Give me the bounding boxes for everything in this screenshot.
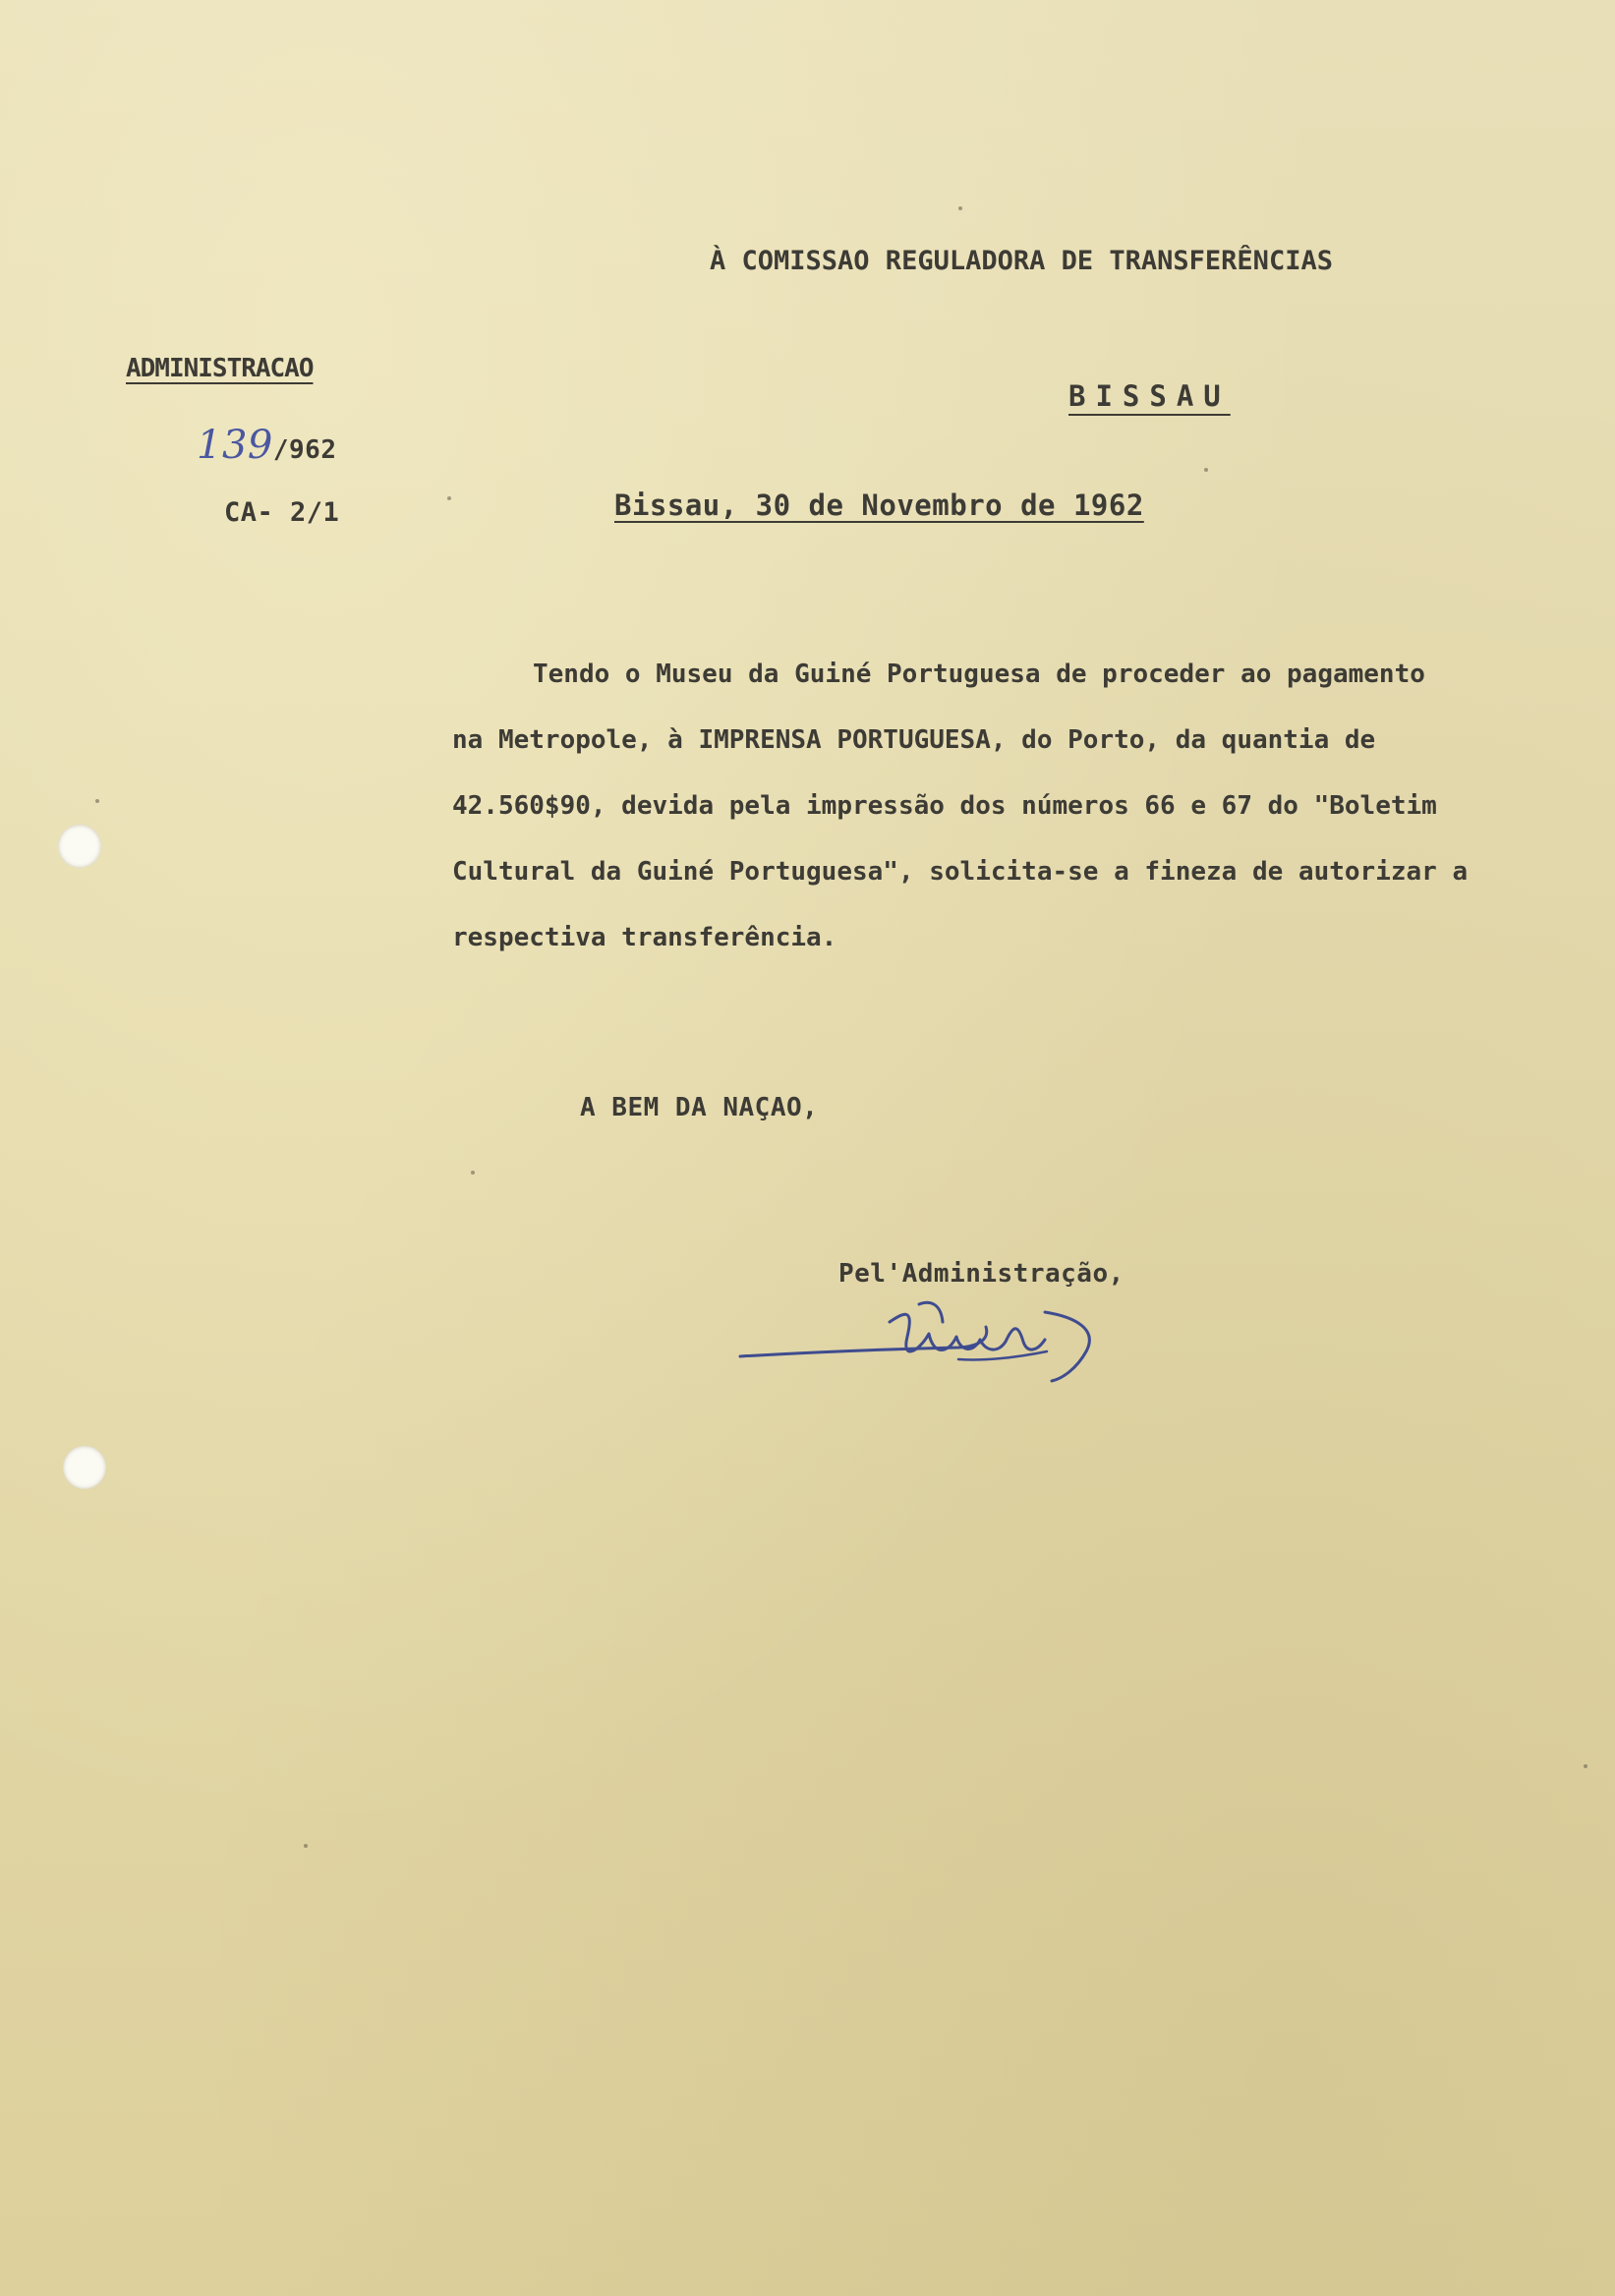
body-line: Tendo o Museu da Guiné Portuguesa de proceder ao pagamento xyxy=(533,660,1425,689)
paper-speck xyxy=(1584,1764,1587,1768)
paper-speck xyxy=(1204,468,1208,472)
paper-speck xyxy=(958,206,962,210)
paper-speck xyxy=(447,496,451,500)
reference-handwritten-number: 139 xyxy=(197,423,273,468)
recipient-line: À COMISSAO REGULADORA DE TRANSFERÊNCIAS xyxy=(710,246,1333,276)
punch-hole xyxy=(58,825,101,868)
reference-year: /962 xyxy=(272,435,337,465)
letter-date: Bissau, 30 de Novembro de 1962 xyxy=(614,488,1144,522)
paper-speck xyxy=(471,1171,475,1175)
body-line: Cultural da Guiné Portuguesa", solicita-se a fineza de autorizar a xyxy=(452,857,1469,887)
closing-salutation: A BEM DA NAÇAO, xyxy=(580,1093,819,1122)
department-heading: ADMINISTRACAO xyxy=(126,354,314,383)
handwritten-signature xyxy=(732,1283,1145,1391)
city-heading: BISSAU xyxy=(1068,379,1231,413)
reference-code: CA- 2/1 xyxy=(224,497,340,528)
body-line: 42.560$90, devida pela impressão dos números 66 e 67 do "Boletim xyxy=(452,791,1437,821)
signoff-line: Pel'Administração, xyxy=(838,1259,1125,1289)
paper-speck xyxy=(95,799,99,803)
body-line: respectiva transferência. xyxy=(452,923,837,952)
reference-number xyxy=(197,423,336,468)
punch-hole xyxy=(63,1446,106,1489)
body-line: na Metropole, à IMPRENSA PORTUGUESA, do Porto, da quantia de xyxy=(452,725,1376,755)
paper-speck xyxy=(304,1844,308,1848)
